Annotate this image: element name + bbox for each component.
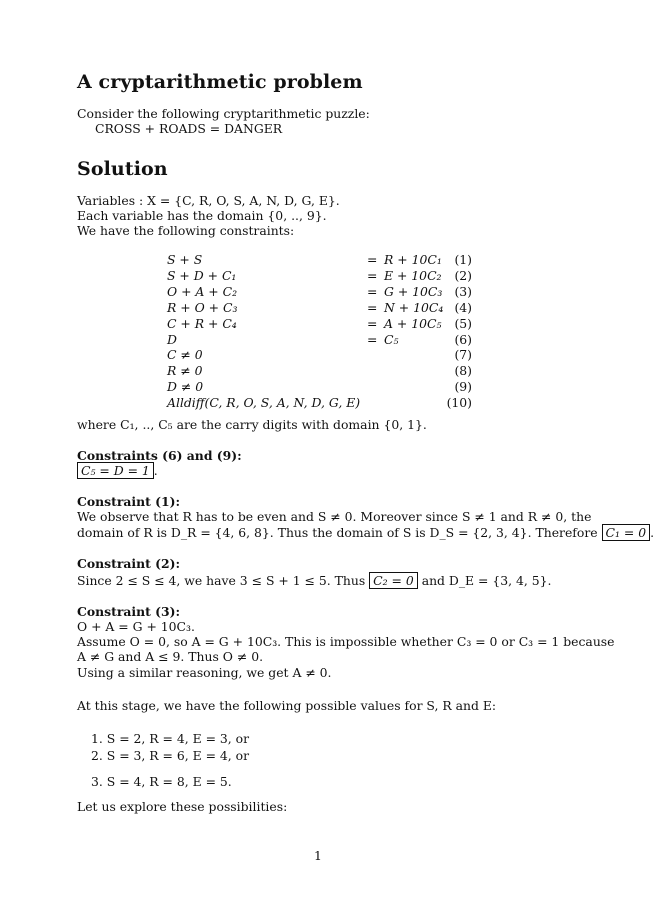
constraint-lhs: R + O + C₃ [167, 299, 238, 315]
variables-line: Variables : X = {C, R, O, S, A, N, D, G, E}. [77, 193, 340, 208]
constraint-number: (5) [454, 315, 472, 331]
constraint-equals: = [367, 299, 378, 315]
constraint-number: (7) [454, 347, 472, 363]
constraint-lhs: R ≠ 0 [167, 363, 203, 379]
section-title: A cryptarithmetic problem [77, 71, 363, 93]
boxed-result-c2: C₂ = 0 [369, 572, 418, 589]
constraint-lhs: D [167, 331, 177, 347]
constraint-equals: = [367, 267, 378, 283]
constraint-number: (1) [454, 252, 472, 267]
constraint-1-line2-tail: . [650, 525, 654, 540]
constraint-rhs: R + 10C₁ [384, 252, 442, 267]
option-item-2: 2. S = 3, R = 6, E = 4, or [91, 748, 250, 763]
option-item-1: 1. S = 2, R = 4, E = 3, or [91, 731, 250, 746]
constraint-lhs: S + D + C₁ [167, 267, 237, 283]
domain-line: Each variable has the domain {0, .., 9}. [77, 208, 327, 223]
constraint-3-line2: Assume O = 0, so A = G + 10C₃. This is impossible whether C₃ = 0 or C₃ = 1 because [77, 634, 615, 649]
stage-line: At this stage, we have the following possible values for S, R and E: [77, 698, 497, 713]
constraint-lhs: S + S [167, 252, 203, 267]
boxed-result-c1: C₁ = 0 [602, 524, 651, 541]
constraint-2-heading: Constraint (2): [77, 556, 181, 571]
constraint-1-line2-text: domain of R is D_R = {4, 6, 8}. Thus the domain of S is D_S = {2, 3, 4}. Therefore [77, 525, 598, 540]
constraint-equals: = [367, 315, 378, 331]
constraint-2-post: and D_E = {3, 4, 5}. [421, 573, 552, 588]
constraint-3-line4: Using a similar reasoning, we get A ≠ 0. [77, 665, 332, 680]
constraint-rhs: E + 10C₂ [384, 267, 442, 283]
constraint-number: (9) [454, 379, 472, 395]
constraint-3-line3: A ≠ G and A ≤ 9. Thus O ≠ 0. [77, 649, 264, 664]
boxed-result-c5-d: C₅ = D = 1 [77, 462, 154, 479]
constraint-equals: = [367, 331, 378, 347]
constraint-equals: = [367, 252, 378, 267]
constraint-number: (3) [454, 283, 472, 299]
constraint-6-9-heading: Constraints (6) and (9): [77, 448, 242, 463]
constraint-2-line [77, 572, 551, 589]
constraint-1-line2 [77, 524, 654, 541]
result-period: . [153, 463, 158, 478]
constraint-number: (6) [454, 331, 472, 347]
explore-line: Let us explore these possibilities: [77, 799, 288, 814]
constraint-number: (4) [454, 299, 472, 315]
constraint-number: (2) [454, 267, 472, 283]
intro-text: Consider the following cryptarithmetic puzzle: [77, 106, 370, 121]
constraint-3-line1: O + A = G + 10C₃. [77, 619, 195, 634]
constraints-intro: We have the following constraints: [77, 223, 295, 238]
constraint-lhs: D ≠ 0 [167, 379, 204, 395]
constraint-lhs: C + R + C₄ [167, 315, 237, 331]
solution-heading: Solution [77, 158, 168, 180]
constraint-3-heading: Constraint (3): [77, 604, 181, 619]
constraint-number: (8) [454, 363, 472, 379]
constraint-rhs: G + 10C₃ [384, 283, 443, 299]
constraint-1-heading: Constraint (1): [77, 494, 181, 509]
constraint-rhs: A + 10C₅ [384, 315, 442, 331]
constraint-2-text: Since 2 ≤ S ≤ 4, we have 3 ≤ S + 1 ≤ 5. Thus [77, 573, 366, 588]
option-item-3: 3. S = 4, R = 8, E = 5. [91, 774, 232, 789]
constraint-lhs: O + A + C₂ [167, 283, 238, 299]
page-number: 1 [314, 848, 322, 863]
puzzle-text: CROSS + ROADS = DANGER [95, 121, 283, 136]
constraint-6-9-result [77, 462, 158, 479]
constraint-1-line1: We observe that R has to be even and S ≠ 0. Moreover since S ≠ 1 and R ≠ 0, the [77, 509, 592, 524]
constraint-lhs: C ≠ 0 [167, 347, 203, 363]
constraint-equals: = [367, 283, 378, 299]
constraint-rhs: C₅ [384, 331, 399, 347]
constraint-number: (10) [446, 395, 472, 411]
carry-line: where C₁, .., C₅ are the carry digits with domain {0, 1}. [77, 417, 427, 432]
constraint-lhs: Alldiff(C, R, O, S, A, N, D, G, E) [167, 395, 361, 411]
constraint-rhs: N + 10C₄ [384, 299, 444, 315]
